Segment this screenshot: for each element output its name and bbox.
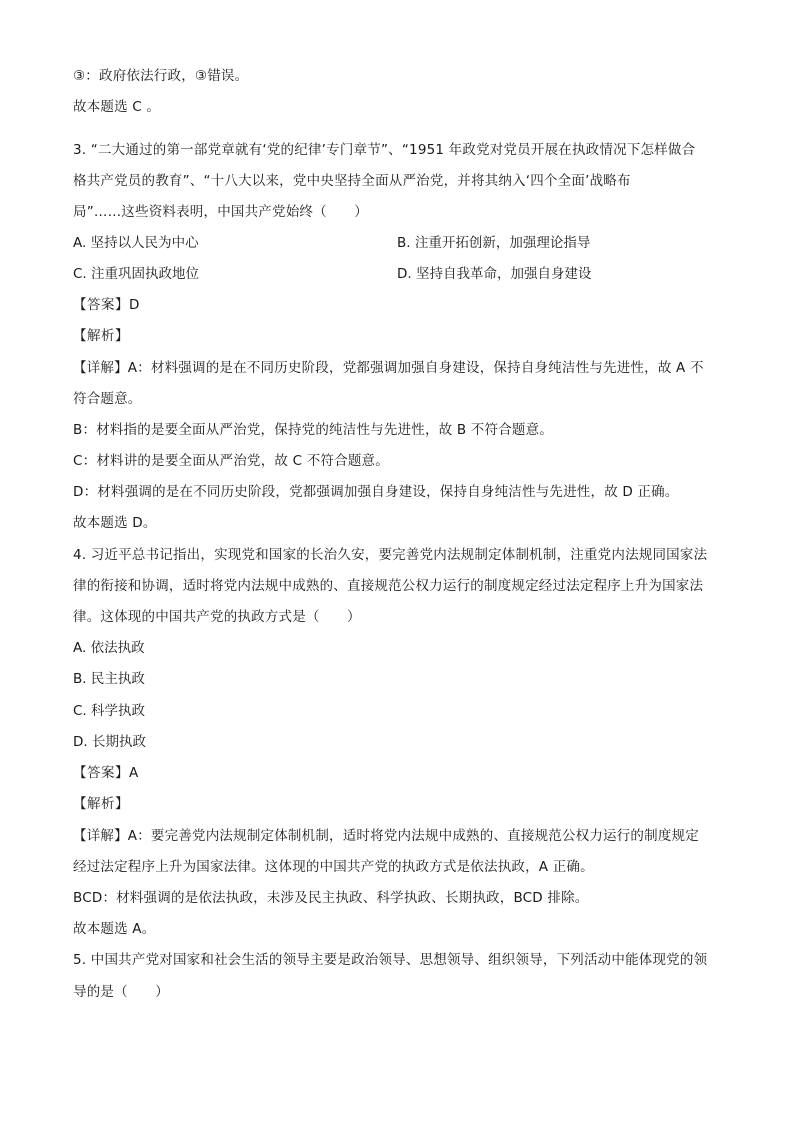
prev-conclusion: 故本题选 C 。 — [73, 99, 161, 115]
q4-stem-line-3: 律。这体现的中国共产党的执政方式是（ ） — [73, 609, 361, 625]
q3-option-a: A. 坚持以人民为中心 — [73, 235, 199, 251]
q4-option-b: B. 民主执政 — [73, 671, 145, 687]
q3-answer: 【答案】D — [73, 297, 140, 313]
q5-stem-line-2: 导的是（ ） — [73, 984, 169, 1000]
q4-stem-line-1: 4. 习近平总书记指出，实现党和国家的长治久安，要完善党内法规制定体制机制，注重党内法规同国家法 — [73, 547, 708, 563]
q4-detail-line-1: 【详解】A：要完善党内法规制定体制机制，适时将党内法规中成熟的、直接规范公权力运行的制度规定 — [73, 828, 699, 844]
q4-option-d: D. 长期执政 — [73, 734, 146, 750]
q3-option-c: C. 注重巩固执政地位 — [73, 266, 200, 282]
q3-option-d: D. 坚持自我革命，加强自身建设 — [397, 266, 592, 282]
q3-conclusion: 故本题选 D。 — [73, 515, 157, 531]
q4-analysis-label: 【解析】 — [73, 796, 129, 812]
q4-option-c: C. 科学执政 — [73, 703, 146, 719]
q3-detail-line-2: 符合题意。 — [73, 391, 142, 407]
q3-option-b: B. 注重开拓创新，加强理论指导 — [397, 235, 591, 251]
q3-analysis-label: 【解析】 — [73, 328, 129, 344]
q3-detail-d: D：材料强调的是在不同历史阶段，党都强调加强自身建设，保持自身纯洁性与先进性，故 D 正确。 — [73, 484, 679, 500]
q3-stem-line-2: 格共产党员的教育”、“十八大以来，党中央坚持全面从严治党，并将其纳入‘四个全面’战略布 — [73, 173, 631, 189]
q3-detail-line-1: 【详解】A：材料强调的是在不同历史阶段，党都强调加强自身建设，保持自身纯洁性与先进性，故 A 不 — [73, 360, 704, 376]
prev-analysis-line: ③：政府依法行政，③错误。 — [73, 68, 249, 84]
q4-conclusion: 故本题选 A。 — [73, 921, 156, 937]
q4-detail-line-2: 经过法定程序上升为国家法律。这体现的中国共产党的执政方式是依法执政，A 正确。 — [73, 859, 594, 875]
q4-option-a: A. 依法执政 — [73, 640, 145, 656]
q3-detail-b: B：材料指的是要全面从严治党，保持党的纯洁性与先进性，故 B 不符合题意。 — [73, 422, 554, 438]
q3-stem-line-3: 局”……这些资料表明，中国共产党始终（ ） — [73, 204, 368, 220]
q3-stem-line-1: 3. “二大通过的第一部党章就有‘党的纪律’专门章节”、“1951 年政党对党员开展在执政情况下怎样做合 — [73, 142, 696, 158]
q4-answer: 【答案】A — [73, 765, 139, 781]
q5-stem-line-1: 5. 中国共产党对国家和社会生活的领导主要是政治领导、思想领导、组织领导，下列活动中能体现党的领 — [73, 952, 708, 968]
q4-detail-bcd: BCD：材料强调的是依法执政，未涉及民主执政、科学执政、长期执政，BCD 排除。 — [73, 890, 589, 906]
q4-stem-line-2: 律的衔接和协调，适时将党内法规中成熟的、直接规范公权力运行的制度规定经过法定程序上升为国家法 — [73, 578, 704, 594]
q3-detail-c: C：材料讲的是要全面从严治党，故 C 不符合题意。 — [73, 453, 389, 469]
